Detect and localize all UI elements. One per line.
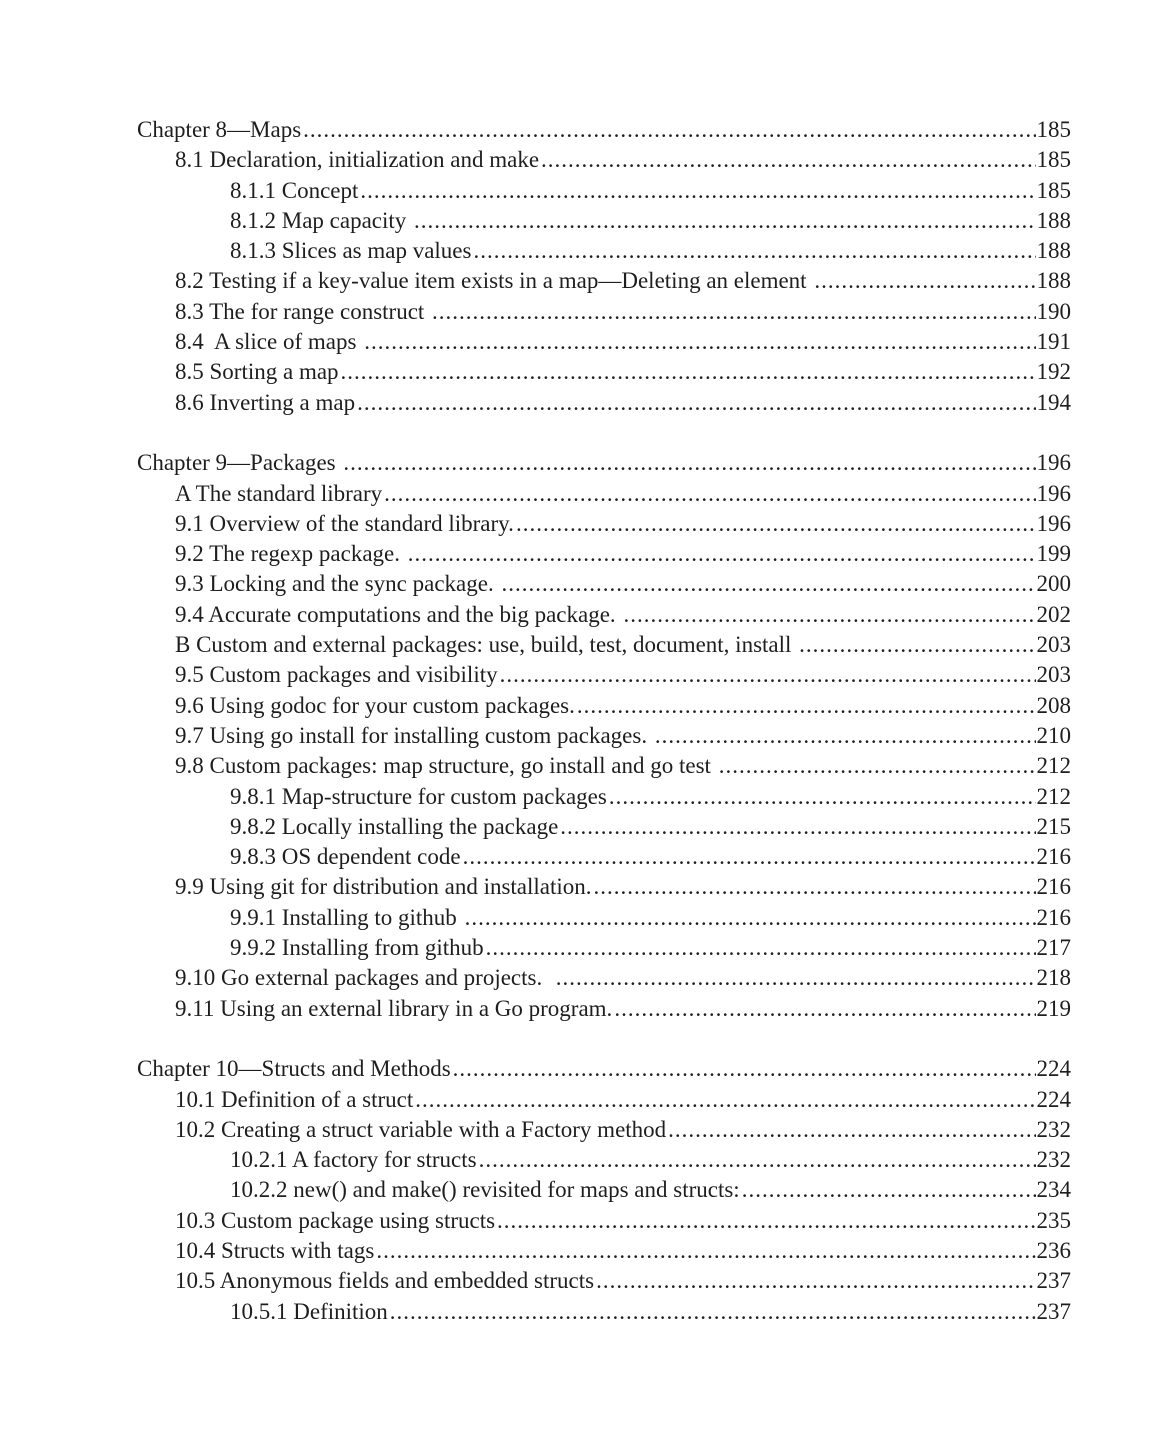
toc-section-entry[interactable] [137, 872, 1071, 902]
dot-leader [814, 266, 1035, 296]
toc-subsection-entry[interactable] [137, 903, 1071, 933]
dot-leader [408, 539, 1036, 569]
toc-subsection-entry[interactable] [137, 842, 1071, 872]
dot-leader [596, 1266, 1035, 1296]
toc-entry-title: 9.7 Using go install for installing custom packages. [175, 722, 653, 748]
toc-section-entry[interactable] [137, 539, 1071, 569]
toc-entry-page-number: 196 [1036, 480, 1071, 506]
dot-leader [453, 1054, 1036, 1084]
toc-entry-page-number: 215 [1036, 813, 1071, 839]
toc-chapter-entry[interactable] [137, 115, 1071, 145]
toc-entry-title: 8.2 Testing if a key-value item exists in a map—Deleting an element [175, 268, 813, 294]
toc-entry-title: 9.8.2 Locally installing the package [230, 813, 559, 839]
toc-entry-title: 8.1 Declaration, initialization and make [175, 147, 540, 173]
dot-leader [614, 994, 1035, 1024]
toc-entry-page-number: 200 [1036, 571, 1071, 597]
toc-entry-title: 9.8.1 Map-structure for custom packages [230, 783, 607, 809]
toc-entry-title: Chapter 8—Maps [137, 117, 302, 142]
toc-entry-page-number: 190 [1036, 298, 1071, 324]
toc-entry-page-number: 224 [1036, 1056, 1071, 1082]
toc-section-entry[interactable] [137, 751, 1071, 781]
toc-section-entry[interactable] [137, 721, 1071, 751]
dot-leader [501, 569, 1035, 599]
toc-entry-page-number: 217 [1036, 935, 1071, 961]
toc-subsection-entry[interactable] [137, 1297, 1071, 1327]
toc-entry-title: 9.5 Custom packages and visibility [175, 662, 498, 688]
toc-section-entry[interactable] [137, 1266, 1071, 1296]
dot-leader [479, 1145, 1036, 1175]
toc-entry-title: 10.2.2 new() and make() revisited for maps and structs: [230, 1177, 740, 1203]
toc-entry-page-number: 210 [1036, 722, 1071, 748]
toc-entry-page-number: 196 [1036, 450, 1071, 476]
toc-entry-title: 9.10 Go external packages and projects. [175, 965, 554, 991]
toc-entry-page-number: 199 [1036, 541, 1071, 567]
toc-section-entry[interactable] [137, 388, 1071, 418]
toc-entry-page-number: 196 [1036, 510, 1071, 536]
toc-entry-title: 10.1 Definition of a struct [175, 1086, 414, 1112]
dot-leader [415, 1085, 1035, 1115]
toc-entry-title: 10.3 Custom package using structs [175, 1207, 496, 1233]
toc-entry-title: 10.5.1 Definition [230, 1298, 388, 1324]
toc-entry-title: 9.9.1 Installing to github [230, 904, 463, 930]
toc-entry-page-number: 203 [1036, 662, 1071, 688]
toc-subsection-entry[interactable] [137, 206, 1071, 236]
toc-entry-title: 9.3 Locking and the sync package. [175, 571, 500, 597]
toc-entry-title: 10.4 Structs with tags [175, 1237, 375, 1263]
toc-entry-page-number: 188 [1036, 268, 1071, 294]
table-of-contents [137, 115, 1071, 1327]
toc-chapter-section [137, 1054, 1071, 1327]
dot-leader [376, 1236, 1035, 1266]
dot-leader [516, 509, 1036, 539]
toc-entry-page-number: 216 [1036, 874, 1071, 900]
dot-leader [465, 903, 1036, 933]
toc-entry-page-number: 232 [1036, 1147, 1071, 1173]
toc-entry-page-number: 208 [1036, 692, 1071, 718]
toc-entry-title: Chapter 9—Packages [137, 450, 342, 476]
toc-entry-page-number: 188 [1036, 238, 1071, 264]
toc-entry-page-number: 216 [1036, 844, 1071, 870]
dot-leader [341, 357, 1036, 387]
dot-leader [384, 479, 1035, 509]
dot-leader [560, 812, 1035, 842]
toc-entry-title: 9.8.3 OS dependent code [230, 844, 461, 870]
toc-entry-page-number: 237 [1036, 1268, 1071, 1294]
dot-leader [360, 176, 1035, 206]
toc-entry-title: 9.11 Using an external library in a Go program. [175, 995, 613, 1021]
toc-entry-page-number: 212 [1036, 753, 1071, 779]
dot-leader [303, 115, 1035, 145]
dot-leader [432, 297, 1035, 327]
dot-leader [655, 721, 1036, 751]
toc-subsection-entry[interactable] [137, 782, 1071, 812]
toc-section-entry[interactable] [137, 1085, 1071, 1115]
dot-leader [609, 782, 1036, 812]
dot-leader [623, 600, 1035, 630]
toc-entry-title: 8.5 Sorting a map [175, 359, 339, 385]
dot-leader [556, 963, 1036, 993]
toc-section-entry[interactable] [137, 479, 1071, 509]
toc-chapter-entry[interactable] [137, 448, 1071, 478]
toc-chapter-section [137, 115, 1071, 418]
toc-section-entry[interactable] [137, 691, 1071, 721]
toc-entry-title: 10.2.1 A factory for structs [230, 1147, 477, 1173]
dot-leader [364, 327, 1035, 357]
toc-entry-page-number: 185 [1036, 117, 1071, 142]
toc-entry-page-number: 219 [1036, 995, 1071, 1021]
toc-entry-title: 10.2 Creating a struct variable with a Factory method [175, 1116, 667, 1142]
dot-leader [742, 1175, 1036, 1205]
dot-leader [463, 842, 1036, 872]
toc-section-entry[interactable] [137, 357, 1071, 387]
toc-entry-page-number: 216 [1036, 904, 1071, 930]
toc-section-entry[interactable] [137, 660, 1071, 690]
toc-entry-title: 9.2 The regexp package. [175, 541, 406, 567]
toc-entry-page-number: 235 [1036, 1207, 1071, 1233]
toc-entry-title: A The standard library [175, 480, 383, 506]
dot-leader [486, 933, 1036, 963]
dot-leader [390, 1297, 1036, 1327]
dot-leader [799, 630, 1035, 660]
toc-entry-page-number: 191 [1036, 329, 1071, 355]
dot-leader [497, 1206, 1035, 1236]
toc-section-entry[interactable] [137, 1236, 1071, 1266]
toc-subsection-entry[interactable] [137, 176, 1071, 206]
toc-entry-page-number: 224 [1036, 1086, 1071, 1112]
toc-entry-page-number: 185 [1036, 147, 1071, 173]
toc-entry-page-number: 202 [1036, 601, 1071, 627]
toc-entry-title: 8.4 A slice of maps [175, 329, 363, 355]
toc-subsection-entry[interactable] [137, 1145, 1071, 1175]
toc-section-entry[interactable] [137, 963, 1071, 993]
toc-entry-title: 9.6 Using godoc for your custom packages. [175, 692, 575, 718]
toc-entry-title: 10.5 Anonymous fields and embedded structs [175, 1268, 595, 1294]
toc-section-entry[interactable] [137, 297, 1071, 327]
toc-entry-page-number: 232 [1036, 1116, 1071, 1142]
dot-leader [357, 388, 1035, 418]
toc-entry-title: 8.3 The for range construct [175, 298, 431, 324]
toc-entry-title: Chapter 10—Structs and Methods [137, 1056, 451, 1082]
toc-entry-page-number: 234 [1036, 1177, 1071, 1203]
dot-leader [414, 206, 1035, 236]
toc-entry-page-number: 185 [1036, 177, 1071, 203]
toc-subsection-entry[interactable] [137, 933, 1071, 963]
toc-entry-title: 9.9.2 Installing from github [230, 935, 484, 961]
toc-section-entry[interactable] [137, 1206, 1071, 1236]
toc-entry-title: 9.4 Accurate computations and the big package. [175, 601, 622, 627]
toc-entry-page-number: 188 [1036, 207, 1071, 233]
toc-subsection-entry[interactable] [137, 236, 1071, 266]
toc-subsection-entry[interactable] [137, 1175, 1071, 1205]
toc-section-entry[interactable] [137, 600, 1071, 630]
toc-section-entry[interactable] [137, 327, 1071, 357]
dot-leader [500, 660, 1036, 690]
toc-entry-title: 8.1.2 Map capacity [230, 207, 413, 233]
dot-leader [594, 872, 1036, 902]
toc-entry-page-number: 218 [1036, 965, 1071, 991]
toc-entry-page-number: 203 [1036, 632, 1071, 658]
toc-entry-title: 9.8 Custom packages: map structure, go install and go test [175, 753, 717, 779]
toc-entry-page-number: 236 [1036, 1237, 1071, 1263]
toc-section-entry[interactable] [137, 994, 1071, 1024]
dot-leader [541, 145, 1035, 175]
toc-entry-page-number: 192 [1036, 359, 1071, 385]
dot-leader [577, 691, 1036, 721]
toc-section-entry[interactable] [137, 145, 1071, 175]
toc-section-entry[interactable] [137, 630, 1071, 660]
toc-entry-title: 9.9 Using git for distribution and installation. [175, 874, 592, 900]
toc-entry-page-number: 212 [1036, 783, 1071, 809]
toc-section-entry[interactable] [137, 266, 1071, 296]
toc-chapter-entry[interactable] [137, 1054, 1071, 1084]
dot-leader [668, 1115, 1035, 1145]
toc-entry-page-number: 194 [1036, 389, 1071, 415]
toc-entry-title: 8.1.1 Concept [230, 177, 359, 203]
toc-entry-title: 9.1 Overview of the standard library. [175, 510, 514, 536]
toc-entry-title: 8.1.3 Slices as map values [230, 238, 472, 264]
dot-leader [719, 751, 1036, 781]
toc-subsection-entry[interactable] [137, 812, 1071, 842]
toc-section-entry[interactable] [137, 1115, 1071, 1145]
toc-section-entry[interactable] [137, 569, 1071, 599]
dot-leader [343, 448, 1035, 478]
toc-section-entry[interactable] [137, 509, 1071, 539]
dot-leader [473, 236, 1035, 266]
toc-entry-title: B Custom and external packages: use, build, test, document, install [175, 632, 798, 658]
toc-entry-page-number: 237 [1036, 1298, 1071, 1324]
toc-entry-title: 8.6 Inverting a map [175, 389, 356, 415]
toc-chapter-section [137, 448, 1071, 1024]
